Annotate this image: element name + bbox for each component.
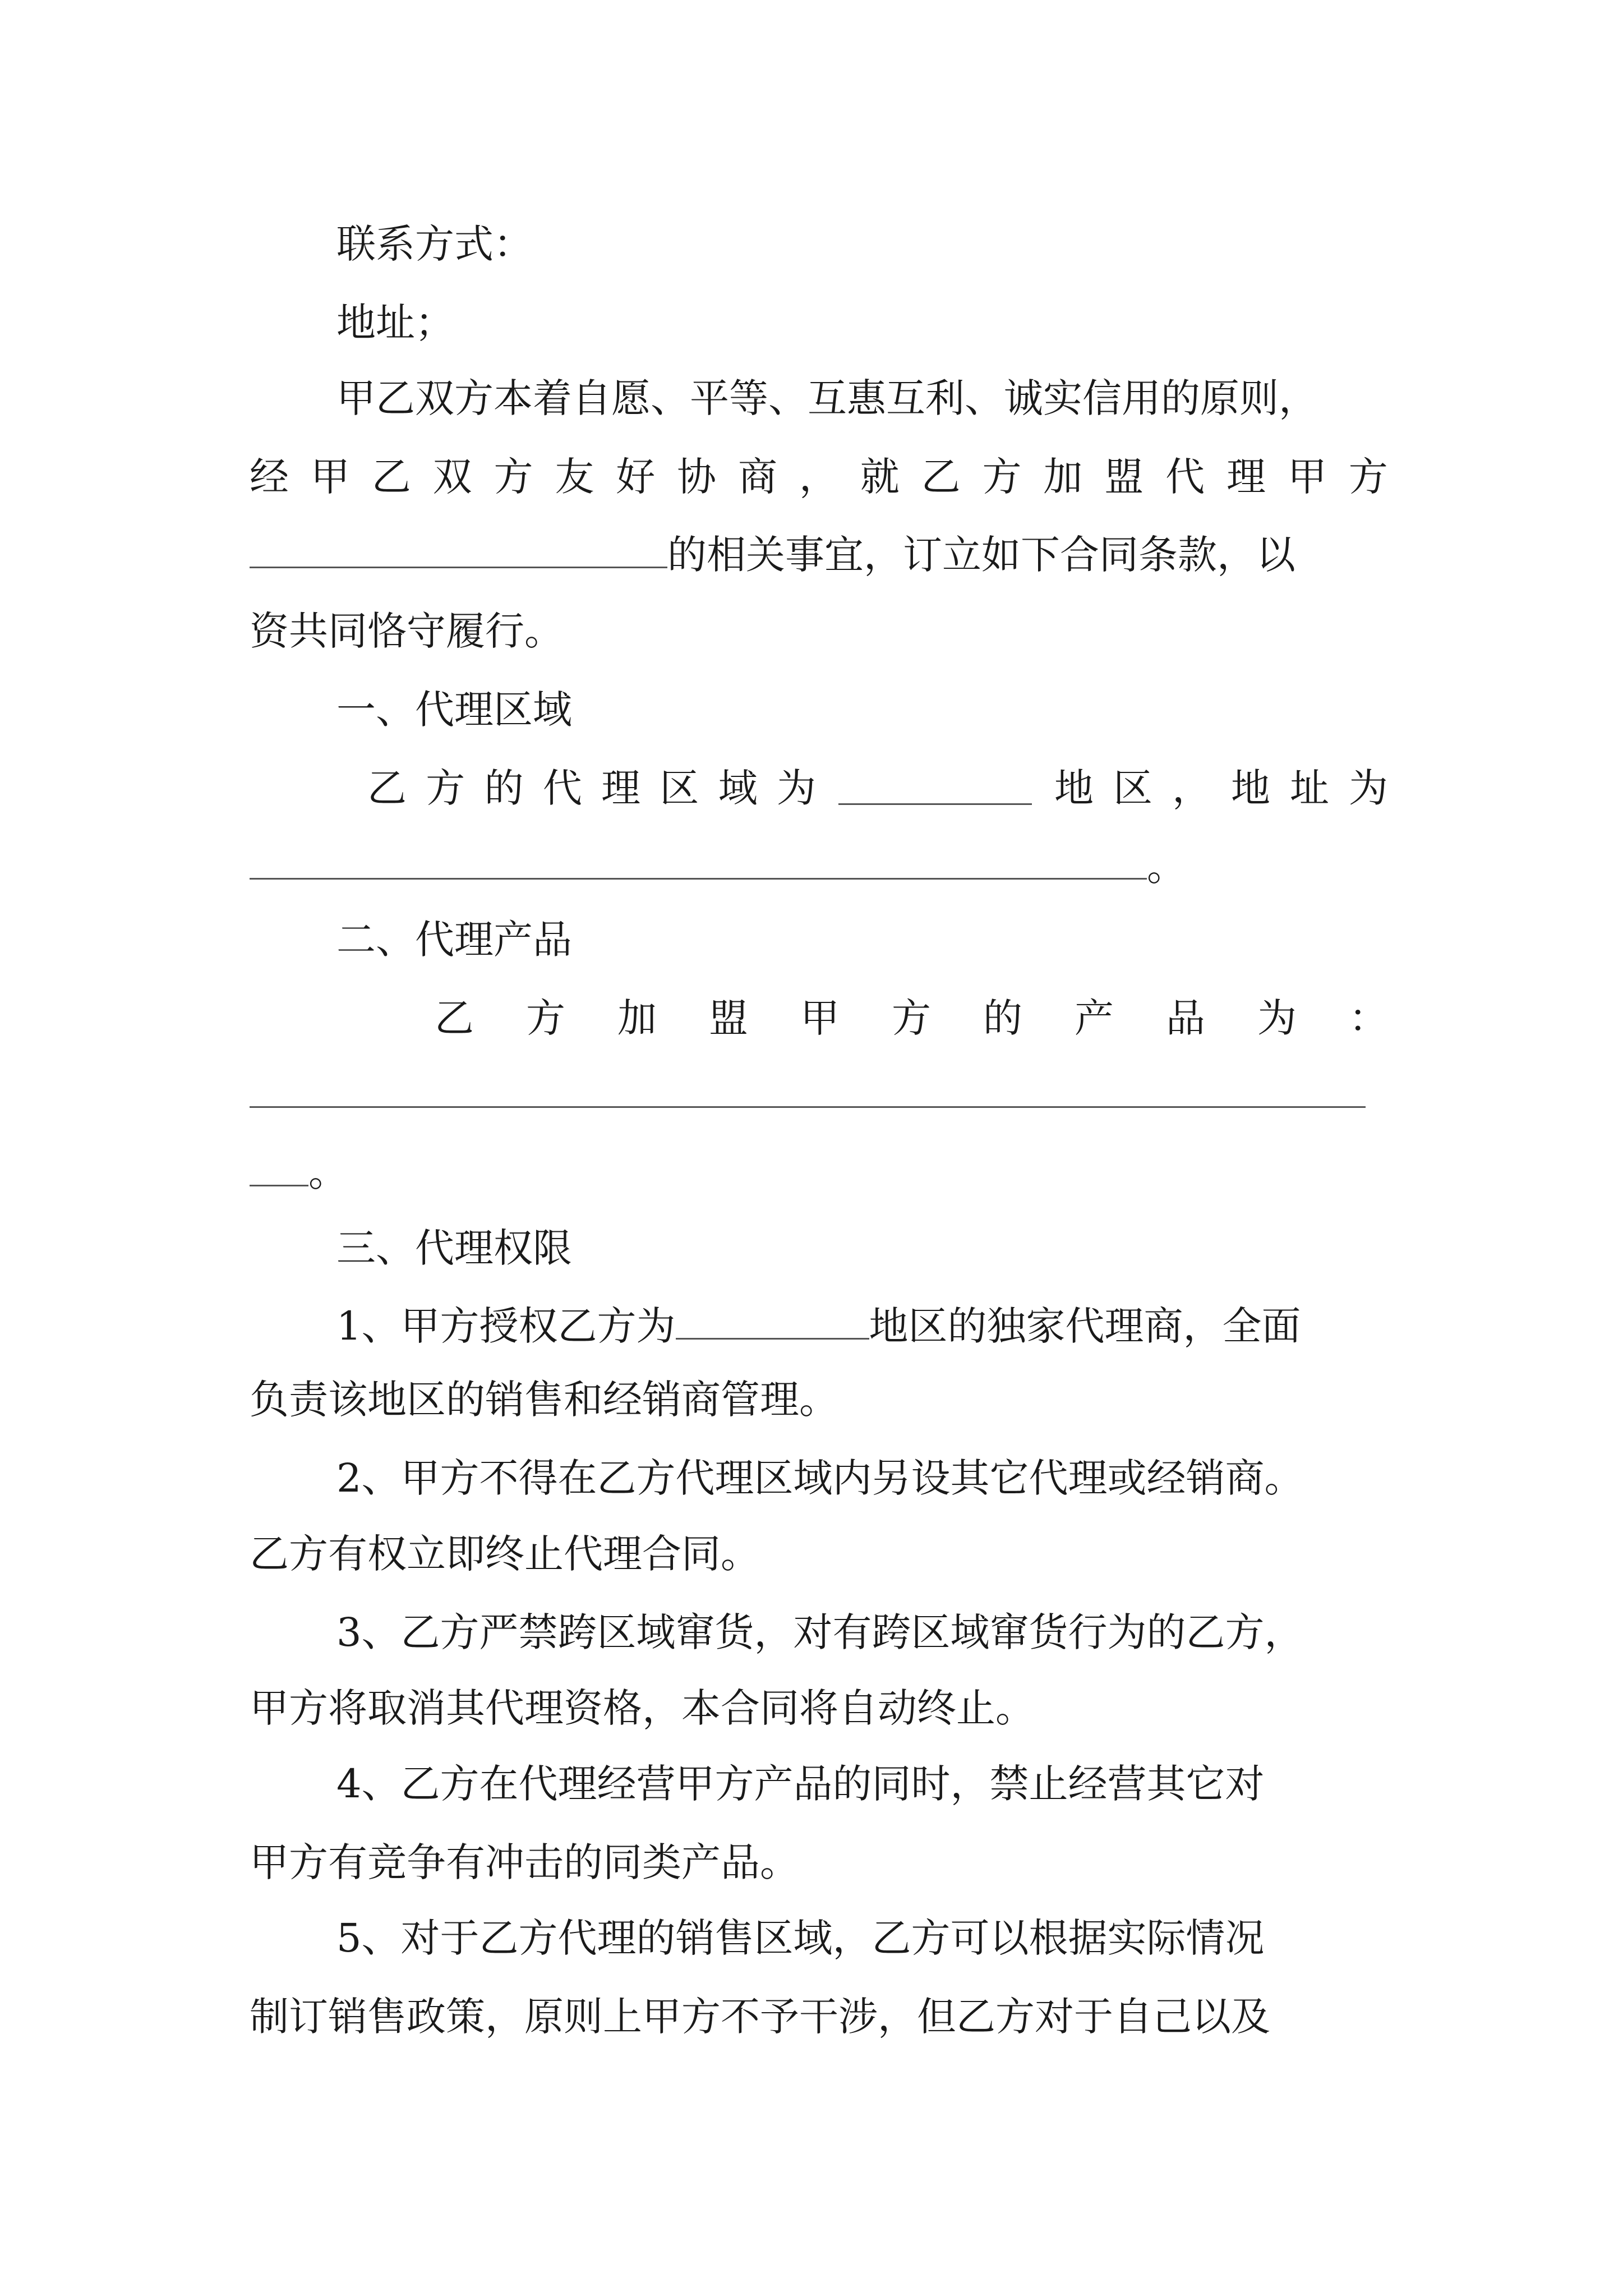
intro-line-2-char: 好 <box>616 454 656 500</box>
section-2-line-1-char: 品 <box>1166 995 1205 1041</box>
section-1-line-1-part-1-char: 乙 <box>367 765 407 811</box>
section-1-line-1-part-2-char: 为 <box>1349 765 1388 811</box>
item-1-line-1 <box>336 1303 1301 1349</box>
section-2-line-1-char: ： <box>1349 995 1388 1041</box>
section-1-line-1-part-1-char: 理 <box>601 765 641 811</box>
item-2-line-2: 乙方有权立即终止代理合同。 <box>250 1531 760 1577</box>
address-label: 地址； <box>336 300 454 346</box>
intro-line-2-char: ， <box>799 454 838 500</box>
section-2-line-1-char: 为 <box>1257 995 1297 1041</box>
section-1-line-1-part-2-char: 区 <box>1113 765 1152 811</box>
item-5-line-2: 制订销售政策，原则上甲方不予干涉，但乙方对于自己以及 <box>250 1994 1270 2040</box>
section-1-line-1-part-2 <box>1054 765 1388 811</box>
intro-line-2-char: 双 <box>432 454 472 500</box>
intro-line-3-text: 的相关事宜，订立如下合同条款，以 <box>667 532 1295 578</box>
item-3-line-2: 甲方将取消其代理资格，本合同将自动终止。 <box>250 1685 1035 1731</box>
blank-field-products[interactable] <box>250 1106 1366 1108</box>
intro-line-2-char: 商 <box>738 454 777 500</box>
blank-field-product-name[interactable] <box>250 533 667 568</box>
section-2-line-1-char: 盟 <box>709 995 748 1041</box>
intro-line-2-char: 甲 <box>310 454 350 500</box>
item-1-prefix: 1、甲方授权乙方为 <box>336 1303 676 1349</box>
intro-line-2-char: 就 <box>860 454 900 500</box>
section-2-line-1-char: 的 <box>983 995 1022 1041</box>
section-3-title: 三、代理权限 <box>336 1225 572 1271</box>
intro-line-2-char: 甲 <box>1287 454 1327 500</box>
intro-line-2-char: 友 <box>555 454 594 500</box>
blank-field-exclusive-region[interactable] <box>676 1304 869 1340</box>
section-2-line-1-char: 方 <box>892 995 931 1041</box>
intro-line-2-char: 方 <box>1348 454 1388 500</box>
section-2-line-1 <box>435 995 1388 1041</box>
intro-line-2-char: 乙 <box>371 454 411 500</box>
item-3-line-1: 3、乙方严禁跨区域窜货，对有跨区域窜货行为的乙方， <box>336 1609 1304 1655</box>
intro-line-2-char: 方 <box>982 454 1022 500</box>
section-1-line-1-part-2-char: ， <box>1172 765 1211 811</box>
intro-line-2-char: 加 <box>1043 454 1083 500</box>
section-1-line-1-part-2-char: 地 <box>1231 765 1270 811</box>
item-4-line-2: 甲方有竞争有冲击的同类产品。 <box>250 1839 799 1885</box>
section-1-line-1-part-2-char: 址 <box>1290 765 1329 811</box>
section-1-title: 一、代理区域 <box>336 687 572 733</box>
intro-line-2-char: 理 <box>1227 454 1266 500</box>
blank-field-address[interactable] <box>250 878 1147 880</box>
item-5-line-1: 5、对于乙方代理的销售区域，乙方可以根据实际情况 <box>336 1915 1265 1961</box>
intro-line-1: 甲乙双方本着自愿、平等、互惠互利、诚实信用的原则， <box>336 375 1318 421</box>
section-1-line-1-part-1 <box>367 765 816 811</box>
intro-line-3 <box>250 532 1295 578</box>
blank-field-region[interactable] <box>838 803 1032 805</box>
intro-line-2-char: 协 <box>677 454 717 500</box>
section-2-line-1-char: 甲 <box>800 995 840 1041</box>
section-1-line-1-part-1-char: 区 <box>660 765 699 811</box>
section-1-line-1-part-1-char: 代 <box>542 765 582 811</box>
contact-label: 联系方式： <box>336 221 533 267</box>
item-1-line-2: 负责该地区的销售和经销商管理。 <box>250 1377 838 1423</box>
section-2-title: 二、代理产品 <box>336 917 572 963</box>
intro-line-2-char: 盟 <box>1104 454 1144 500</box>
intro-line-2-char: 乙 <box>921 454 961 500</box>
section-1-line-1-part-1-char: 域 <box>718 765 758 811</box>
intro-line-2-char: 方 <box>494 454 533 500</box>
section-2-line-1-char: 加 <box>617 995 657 1041</box>
section-2-line-1-char: 乙 <box>435 995 474 1041</box>
blank-field-products-continued[interactable] <box>250 1185 308 1186</box>
section-1-line-1-part-1-char: 方 <box>426 765 465 811</box>
item-4-line-1: 4、乙方在代理经营甲方产品的同时，禁止经营其它对 <box>336 1761 1265 1807</box>
intro-line-2-char: 代 <box>1165 454 1205 500</box>
section-2-line-1-char: 产 <box>1075 995 1114 1041</box>
intro-line-2 <box>250 454 1388 500</box>
item-1-suffix: 地区的独家代理商，全面 <box>869 1303 1301 1349</box>
section-2-line-1-char: 方 <box>526 995 565 1041</box>
section-1-line-1-part-2-char: 地 <box>1054 765 1094 811</box>
section-1-line-1-part-1-char: 为 <box>776 765 816 811</box>
section-1-line-2-end: 。 <box>1147 844 1186 890</box>
intro-line-4: 资共同恪守履行。 <box>250 608 564 654</box>
section-1-line-1-part-1-char: 的 <box>484 765 524 811</box>
intro-line-2-char: 经 <box>250 454 289 500</box>
section-2-line-3-end: 。 <box>308 1149 348 1195</box>
item-2-line-1: 2、甲方不得在乙方代理区域内另设其它代理或经销商。 <box>336 1455 1304 1501</box>
